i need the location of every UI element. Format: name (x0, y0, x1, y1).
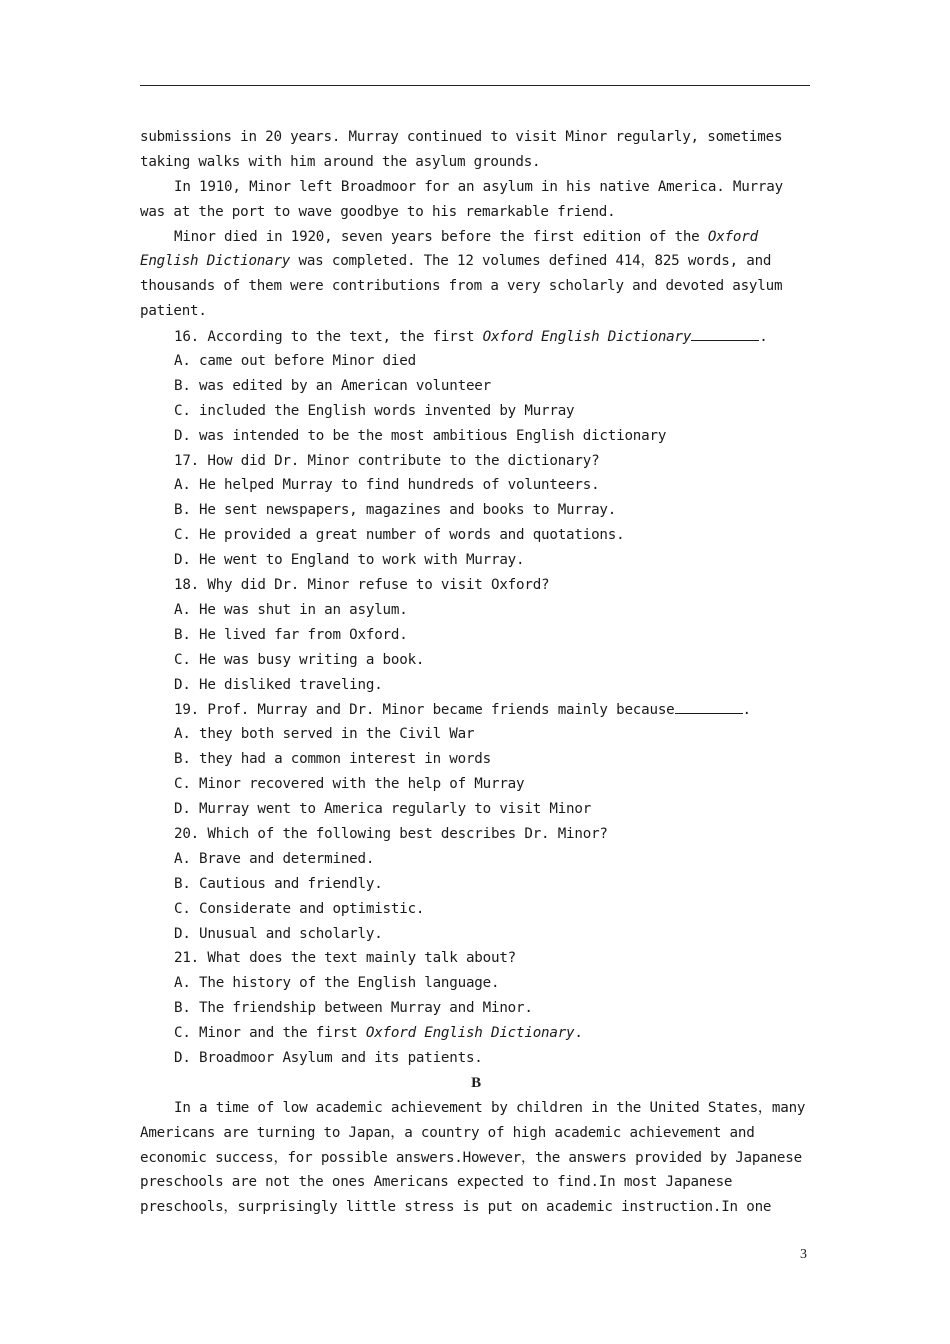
passage-a-p1-line2: taking walks with him around the asylum grounds. (140, 153, 541, 170)
passage-b-line1: In a time of low academic achievement by children in the United States，many (174, 1099, 806, 1116)
question-16-option-b: B. was edited by an American volunteer (174, 377, 491, 394)
answer-blank (691, 324, 759, 341)
question-20-option-b: B. Cautious and friendly. (174, 875, 383, 892)
text-run: Minor died in 1920, seven years before the first edition of the (174, 228, 708, 245)
question-16-stem (140, 324, 812, 349)
question-21-option-d: D. Broadmoor Asylum and its patients. (174, 1049, 483, 1066)
question-17-option-a: A. He helped Murray to find hundreds of volunteers. (174, 477, 600, 494)
section-heading-b: B (471, 1074, 481, 1091)
question-19-option-a: A. they both served in the Civil War (174, 726, 475, 743)
passage-a-p2-line2: was at the port to wave goodbye to his remarkable friend. (140, 203, 616, 220)
passage-a-p1-line1: submissions in 20 years. Murray continued to visit Minor regularly, sometimes (140, 129, 783, 145)
question-19-option-c: C. Minor recovered with the help of Murray (174, 776, 525, 793)
question-18-option-b: B. He lived far from Oxford. (174, 626, 408, 643)
passage-a-p3-line3: thousands of them were contributions from a very scholarly and devoted asylum (140, 278, 783, 295)
question-18-option-c: C. He was busy writing a book. (174, 651, 425, 668)
passage-a-p3-line4: patient. (140, 303, 207, 320)
header-rule (140, 85, 810, 86)
question-16-option-c: C. included the English words invented by Murray (174, 402, 575, 419)
question-21-option-a: A. The history of the English language. (174, 975, 500, 992)
text-run: . (742, 702, 751, 719)
passage-a-p3-line1 (140, 225, 812, 250)
passage-b-line3: economic success，for possible answers.However，the answers provided by Japanese (140, 1149, 802, 1166)
book-title-italic: Oxford English Dictionary (365, 1025, 575, 1042)
question-19-option-b: B. they had a common interest in words (174, 751, 491, 768)
text-run: . (574, 1025, 583, 1042)
question-18-option-d: D. He disliked traveling. (174, 676, 383, 693)
text-run: C. Minor and the first (174, 1025, 366, 1042)
question-18-stem: 18. Why did Dr. Minor refuse to visit Oxford? (174, 577, 550, 594)
question-20-option-a: A. Brave and determined. (174, 850, 375, 867)
text-run: . (759, 329, 768, 346)
question-20-option-d: D. Unusual and scholarly. (174, 925, 383, 942)
document-body (140, 125, 812, 1220)
question-21-option-c (140, 1021, 812, 1046)
text-run: 19. Prof. Murray and Dr. Minor became friends mainly because (174, 702, 675, 719)
passage-b-line5: preschools，surprisingly little stress is put on academic instruction.In one (140, 1199, 772, 1216)
question-19-option-d: D. Murray went to America regularly to visit Minor (174, 801, 592, 818)
question-17-option-b: B. He sent newspapers, magazines and books to Murray. (174, 502, 617, 519)
book-title-italic: Oxford (707, 228, 758, 245)
question-16-option-d: D. was intended to be the most ambitious English dictionary (174, 427, 667, 444)
book-title-italic: Oxford English Dictionary (482, 329, 692, 346)
page-number: 3 (800, 1247, 807, 1262)
question-20-stem: 20. Which of the following best describes Dr. Minor? (174, 825, 608, 842)
text-run: 16. According to the text, the first (174, 329, 483, 346)
question-21-stem: 21. What does the text mainly talk about? (174, 950, 517, 967)
question-21-option-b: B. The friendship between Murray and Minor. (174, 1000, 533, 1017)
question-16-option-a: A. came out before Minor died (174, 353, 416, 370)
book-title-italic: English Dictionary (140, 253, 291, 270)
question-17-option-c: C. He provided a great number of words and quotations. (174, 527, 625, 544)
question-17-stem: 17. How did Dr. Minor contribute to the dictionary? (174, 452, 600, 469)
question-20-option-c: C. Considerate and optimistic. (174, 900, 425, 917)
question-19-stem (140, 697, 812, 722)
question-18-option-a: A. He was shut in an asylum. (174, 601, 408, 618)
question-17-option-d: D. He went to England to work with Murray. (174, 552, 525, 569)
passage-b-line4: preschools are not the ones Americans expected to find.In most Japanese (140, 1174, 733, 1191)
passage-a-p3-line2 (140, 249, 812, 274)
answer-blank (675, 697, 743, 714)
passage-b-line2: Americans are turning to Japan，a country of high academic achievement and (140, 1124, 755, 1141)
passage-a-p2-line1: In 1910, Minor left Broadmoor for an asylum in his native America. Murray (174, 178, 783, 195)
text-run: was completed. The 12 volumes defined 414，825 words, and (290, 253, 772, 270)
